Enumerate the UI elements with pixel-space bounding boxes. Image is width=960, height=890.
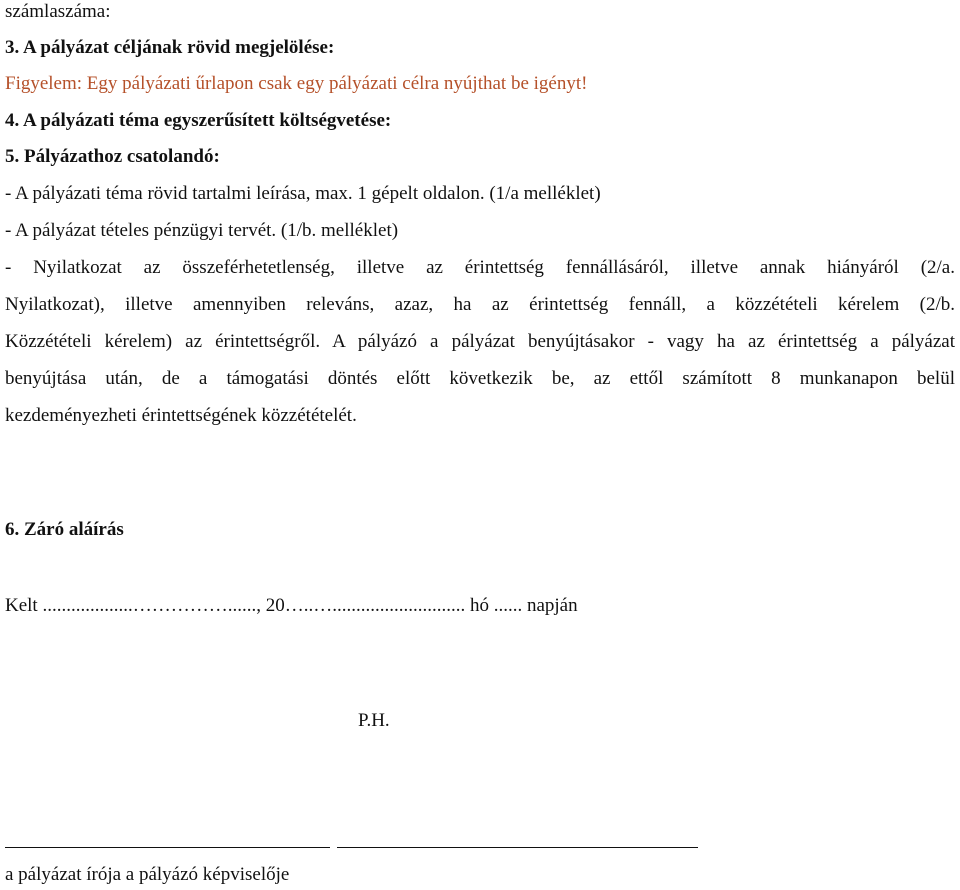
section-5-heading: 5. Pályázathoz csatolandó:: [5, 146, 220, 167]
stamp-placeholder: P.H.: [358, 710, 390, 731]
signature-caption: a pályázat írója a pályázó képviselője: [5, 864, 290, 885]
declaration-line: Közzétételi kérelem) az érintettségről. A pályázó a pályázat benyújtásakor - vagy ha az érintettség a pályázat: [5, 331, 955, 352]
account-number-label: számlaszáma:: [5, 1, 111, 22]
section-3-heading: 3. A pályázat céljának rövid megjelölése:: [5, 37, 335, 58]
section-4-heading: 4. A pályázati téma egyszerűsített költségvetése:: [5, 110, 392, 131]
section-6-heading: 6. Záró aláírás: [5, 519, 124, 540]
signature-line-representative: [337, 847, 698, 848]
notice-text: Figyelem: Egy pályázati űrlapon csak egy pályázati célra nyújthat be igényt!: [5, 73, 588, 94]
declaration-line: kezdeményezheti érintettségének közzétételét.: [5, 405, 357, 426]
attachment-item: - A pályázati téma rövid tartalmi leírása, max. 1 gépelt oldalon. (1/a melléklet): [5, 183, 601, 204]
declaration-line: Nyilatkozat), illetve amennyiben releváns, azaz, ha az érintettség fennáll, a közzétételi kérelem (2/b.: [5, 294, 955, 315]
attachment-item: - A pályázat tételes pénzügyi tervét. (1/b. melléklet): [5, 220, 399, 241]
declaration-line: benyújtása után, de a támogatási döntés előtt következik be, az ettől számított 8 munkanapon belül: [5, 368, 955, 389]
signature-line-author: [5, 847, 330, 848]
date-line: Kelt ...................……………......, 20…..…............................ hó ...... napján: [5, 595, 578, 616]
declaration-line: - Nyilatkozat az összeférhetetlenség, illetve az érintettség fennállásáról, illetve annak hiányáról (2/a.: [5, 257, 955, 278]
